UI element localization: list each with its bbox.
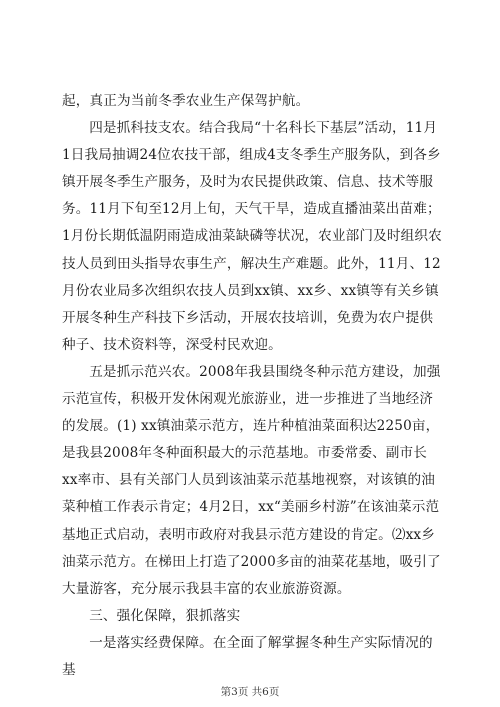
paragraph-funding: 一是落实经费保障。在全面了解掌握冬种生产实际情况的基 bbox=[62, 634, 433, 678]
paragraph-continuation: 起，真正为当前冬季农业生产保驾护航。 bbox=[62, 93, 310, 109]
paragraph-demonstration: 五是抓示范兴农。2008年我县围绕冬种示范方建设，加强示范宣传，积极开发休闲观光旅游业，进一步推进了当地经济的发展。(1) xx镇油菜示范方，连片种植油菜面积达2250亩，是我县2008年冬种面积最大的示范基地。市委常委、副市长xx率市、县有关部门人员到该油菜示范基地视察，对该镇的油菜种植工作表示肯定；4月2日，xx“美丽乡村游”在该油菜示范基地正式启动，表明市政府对我县示范方建设的肯定。⑵xx乡油菜示范方。在梯田上打造了2000多亩的油菜花基地，吸引了大量游客，充分展示我县丰富的农业旅游资源。 bbox=[62, 363, 441, 597]
paragraph-tech-support: 四是抓科技支农。结合我局“十名科长下基层”活动，11月1日我局抽调24位农技干部，组成4支冬季生产服务队，到各乡镇开展冬季生产服务，及时为农民提供政策、信息、技术等服务。11月下旬至12月上旬，天气干旱，造成直播油菜出苗难；1月份长期低温阴雨造成油菜缺磷等状况，农业部门及时组织农技人员到田头指导农事生产，解决生产难题。此外，11月、12月份农业局多次组织农技人员到xx镇、xx乡、xx镇等有关乡镇开展冬种生产科技下乡活动，开展农技培训，免费为农户提供种子、技术资料等，深受村民欢迎。 bbox=[62, 120, 442, 353]
page-footer: 第3页 共6页 bbox=[220, 686, 280, 698]
section-heading: 三、强化保障，狠抓落实 bbox=[89, 607, 241, 624]
document-body bbox=[62, 88, 442, 684]
